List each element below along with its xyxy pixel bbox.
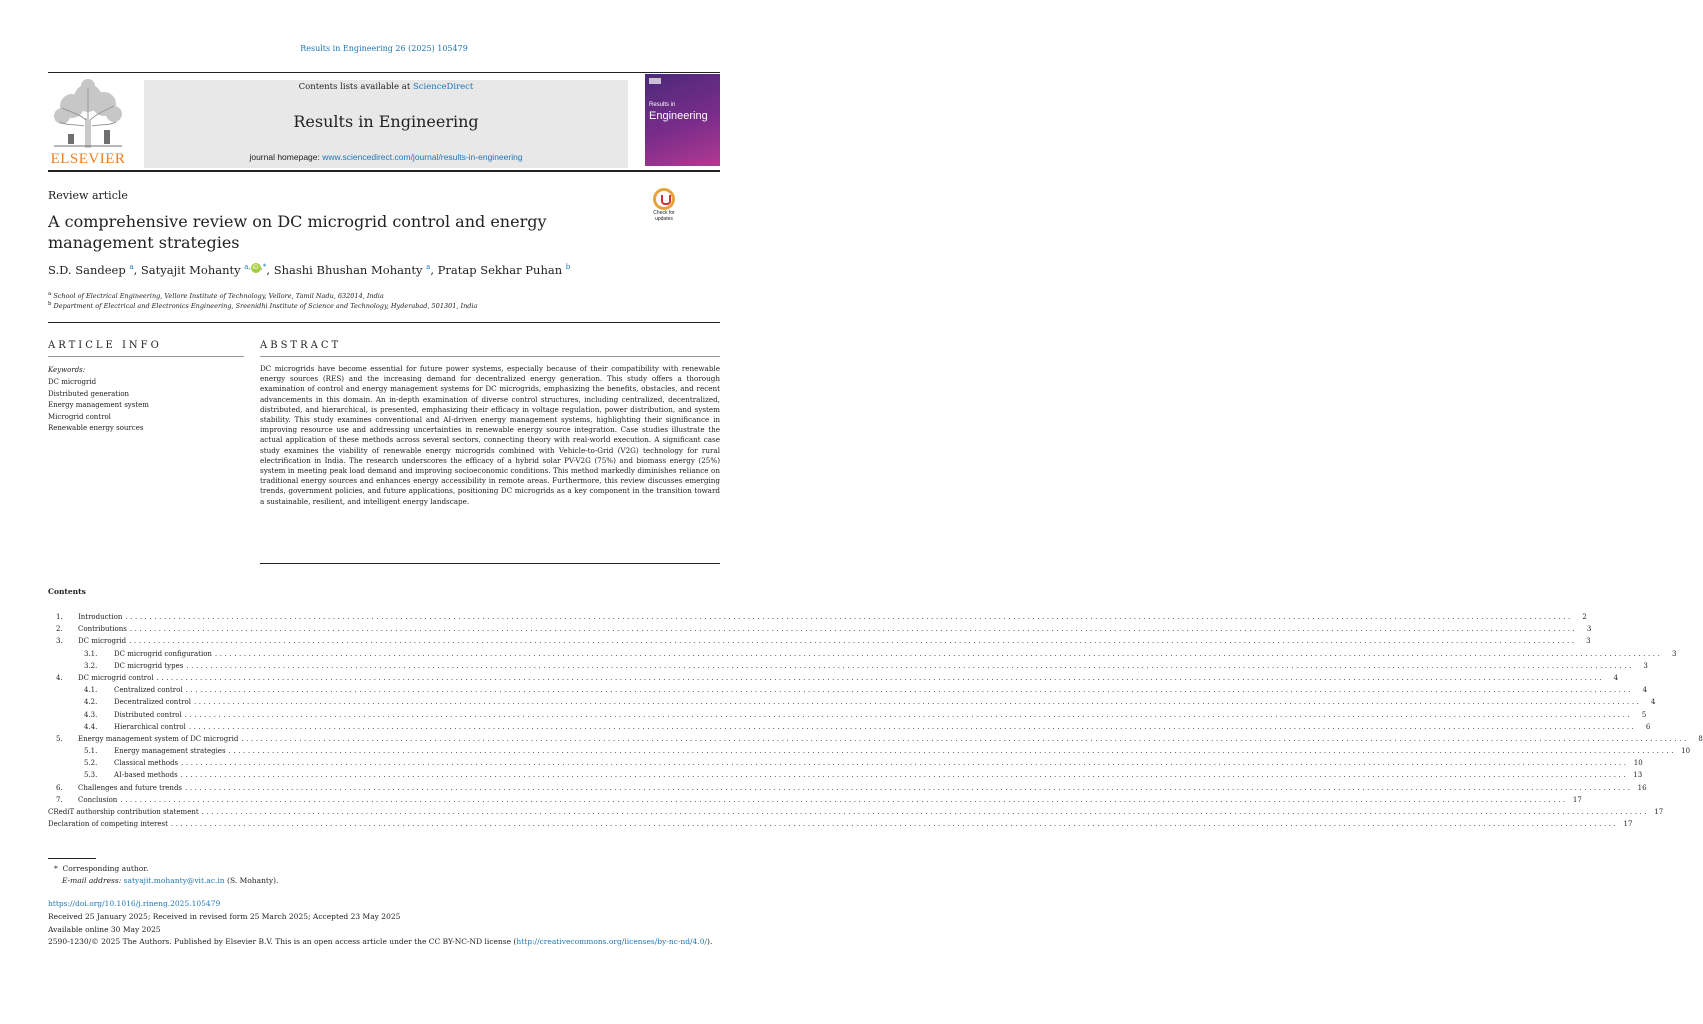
keyword: Distributed generation: [48, 389, 130, 398]
toc-title[interactable]: Classical methods: [114, 759, 179, 768]
abstract-end-rule: [260, 563, 720, 564]
journal-cover[interactable]: [645, 74, 720, 166]
affiliation: $^b$ Department of Electrical and Electronics Engineering, Sreenidhi Institute of Science and Technology, Hyderabad, 501301, India: [48, 301, 478, 311]
keyword: DC microgrid: [48, 378, 97, 386]
cover-logo-icon: [649, 78, 661, 84]
cover-line1: Results in: [649, 102, 676, 108]
toc-leader: ............................................................................................................................................................................................................................................................................................................: [120, 795, 1568, 804]
toc-entry[interactable]: [48, 635, 1591, 647]
toc-page[interactable]: 4: [1613, 673, 1619, 682]
toc-page[interactable]: 2: [1582, 613, 1587, 621]
toc-number: 5.1.: [84, 747, 98, 756]
toc-leader: ............................................................................................................................................................................................................................................................................................................: [188, 722, 1637, 731]
license-link[interactable]: http://creativecommons.org/licenses/by-nc-nd/4.0/: [516, 937, 708, 946]
keywords-list: [48, 377, 149, 435]
toc-page[interactable]: 3: [1671, 649, 1677, 658]
section-rule: [48, 322, 720, 323]
footnote-rule: [48, 858, 96, 859]
toc-leader: ............................................................................................................................................................................................................................................................................................................: [186, 661, 1634, 670]
table-of-contents: [48, 611, 1703, 830]
toc-number: 2.: [56, 625, 63, 634]
toc-number: 4.: [56, 673, 63, 682]
toc-number: 4.3.: [84, 710, 98, 719]
toc-leader: ............................................................................................................................................................................................................................................................................................................: [129, 625, 1578, 634]
toc-entry[interactable]: [48, 660, 1648, 672]
toc-leader: ............................................................................................................................................................................................................................................................................................................: [228, 747, 1677, 756]
footnote-corresponding: * Corresponding author.: [54, 864, 149, 873]
contents-available: Contents lists available at ScienceDirect: [298, 82, 474, 92]
toc-leader: ............................................................................................................................................................................................................................................................................................................: [241, 734, 1689, 743]
toc-page[interactable]: 3: [1643, 661, 1648, 670]
toc-entry[interactable]: [48, 696, 1656, 708]
toc-leader: ............................................................................................................................................................................................................................................................................................................: [125, 613, 1573, 621]
toc-entry[interactable]: [48, 611, 1587, 623]
toc-entry[interactable]: [48, 648, 1677, 660]
toc-title[interactable]: Conclusion: [78, 795, 118, 804]
toc-title[interactable]: Energy management system of DC microgrid: [78, 734, 239, 743]
toc-leader: ............................................................................................................................................................................................................................................................................................................: [184, 710, 1633, 719]
toc-page[interactable]: 4: [1651, 698, 1656, 707]
header-bottom-rule: [48, 170, 720, 172]
toc-number: 3.1.: [84, 649, 98, 658]
keyword: Microgrid control: [48, 412, 111, 421]
toc-leader: ............................................................................................................................................................................................................................................................................................................: [214, 649, 1663, 658]
affiliation: $^a$ School of Electrical Engineering, Vellore Institute of Technology, Vellore, Tamil Nadu, 632014, India: [48, 291, 384, 301]
toc-leader: ............................................................................................................................................................................................................................................................................................................: [170, 820, 1619, 829]
elsevier-wordmark: ELSEVIER: [50, 151, 126, 167]
toc-title[interactable]: Distributed control: [114, 710, 182, 719]
header-top-rule: [48, 72, 720, 73]
toc-title[interactable]: Declaration of competing interest: [48, 820, 168, 829]
toc-page[interactable]: 13: [1633, 771, 1643, 780]
elsevier-tree-icon: [48, 78, 128, 150]
journal-citation[interactable]: Results in Engineering 26 (2025) 105479: [300, 44, 468, 53]
toc-page[interactable]: 3: [1586, 625, 1592, 634]
journal-homepage: journal homepage: www.sciencedirect.com/journal/results-in-engineering: [249, 152, 523, 162]
toc-title[interactable]: AI-based methods: [114, 771, 178, 780]
toc-leader: ............................................................................................................................................................................................................................................................................................................: [185, 783, 1633, 792]
keyword: Renewable energy sources: [48, 424, 144, 432]
toc-entry[interactable]: [48, 709, 1647, 721]
toc-entry[interactable]: [48, 769, 1643, 781]
toc-page[interactable]: 5: [1641, 710, 1647, 719]
article-title: A comprehensive review on DC microgrid control and energy management strategies: [48, 212, 547, 252]
toc-leader: ............................................................................................................................................................................................................................................................................................................: [193, 698, 1642, 707]
toc-number: 5.3.: [84, 771, 98, 780]
toc-leader: ............................................................................................................................................................................................................................................................................................................: [129, 637, 1577, 646]
toc-number: 7.: [56, 795, 63, 804]
toc-title[interactable]: Energy management strategies: [114, 747, 226, 756]
sciencedirect-link[interactable]: ScienceDirect: [412, 82, 474, 92]
toc-title[interactable]: DC microgrid control: [78, 673, 154, 682]
toc-number: 6.: [56, 783, 63, 792]
toc-number: 4.1.: [84, 686, 98, 695]
toc-page[interactable]: 17: [1623, 820, 1633, 829]
orcid-icon[interactable]: iD: [251, 263, 261, 273]
toc-title[interactable]: Contributions: [78, 625, 127, 634]
toc-entry[interactable]: [48, 818, 1633, 830]
toc-number: 5.2.: [84, 759, 98, 768]
toc-entry[interactable]: [48, 672, 1619, 684]
footnote-email: E-mail address: satyajit.mohanty@vit.ac.in (S. Mohanty).: [62, 876, 279, 885]
toc-leader: ............................................................................................................................................................................................................................................................................................................: [201, 808, 1650, 816]
toc-entry[interactable]: [48, 794, 1582, 806]
author-name[interactable]: Satyajit Mohanty: [140, 263, 241, 277]
toc-entry[interactable]: [48, 733, 1703, 745]
keywords-label: Keywords:: [48, 366, 86, 374]
toc-page[interactable]: 3: [1586, 637, 1591, 646]
abstract-heading: ABSTRACT: [260, 340, 342, 351]
journal-banner: [144, 80, 628, 168]
cover-line2: Engineering: [649, 110, 708, 122]
toc-number: 3.2.: [84, 661, 98, 670]
author-list: S.D. Sandeep $^a$, Satyajit Mohanty $^{a,}$ iD ,*, Shashi Bhushan Mohanty $^a$, Pratap Sekhar Puhan $^b$: [48, 263, 571, 277]
toc-entry[interactable]: [48, 623, 1592, 635]
toc-number: 4.2.: [84, 698, 98, 707]
toc-page[interactable]: 17: [1654, 808, 1664, 816]
toc-page[interactable]: 10: [1681, 747, 1691, 756]
journal-title: Results in Engineering: [293, 112, 479, 131]
keyword: Energy management system: [48, 401, 149, 409]
toc-title[interactable]: DC microgrid types: [114, 661, 184, 670]
article-type: Review article: [48, 189, 128, 202]
toc-leader: ............................................................................................................................................................................................................................................................................................................: [156, 673, 1605, 682]
toc-entry[interactable]: [48, 782, 1647, 794]
author-name[interactable]: Shashi Bhushan Mohanty: [273, 263, 423, 277]
toc-entry[interactable]: [48, 757, 1643, 769]
toc-title[interactable]: Challenges and future trends: [78, 783, 183, 792]
toc-title[interactable]: Hierarchical control: [114, 722, 186, 731]
email-link[interactable]: satyajit.mohanty@vit.ac.in: [123, 876, 225, 885]
toc-title[interactable]: CRediT authorship contribution statement: [48, 808, 199, 816]
article-info-rule: [48, 356, 244, 357]
toc-entry[interactable]: [48, 721, 1651, 733]
doi-link[interactable]: https://doi.org/10.1016/j.rineng.2025.105479: [48, 899, 221, 908]
toc-entry[interactable]: [48, 745, 1691, 757]
article-info-heading: ARTICLE INFO: [48, 340, 162, 351]
toc-title[interactable]: DC microgrid configuration: [114, 649, 212, 658]
toc-entry[interactable]: [48, 684, 1648, 696]
received-dates: Received 25 January 2025; Received in revised form 25 March 2025; Accepted 23 May 2025: [48, 912, 401, 921]
toc-number: 4.4.: [84, 722, 98, 731]
toc-leader: ............................................................................................................................................................................................................................................................................................................: [185, 686, 1634, 695]
toc-number: 5.: [56, 734, 63, 743]
toc-number: 1.: [56, 613, 63, 621]
toc-page[interactable]: 16: [1637, 783, 1647, 792]
toc-number: 3.: [56, 637, 63, 646]
elsevier-logo: [48, 78, 128, 168]
toc-page[interactable]: 4: [1642, 686, 1648, 695]
author-name[interactable]: Pratap Sekhar Puhan: [437, 263, 563, 277]
abstract-text: DC microgrids have become essential for future power systems, especially because of their compatibility with renewable energy sources (RES) and the increasing demand for decentralized energy generation. This study offers a thorough examination of control and energy management systems for DC microgrids, emphasizing the benefits, obstacles, and recent advancements in this domain. An in-depth examination of diverse control structures, including centralized, decentralized, distributed, and hierarchical, is presented, emphasizing their efficacy in voltage regulation, power distribution, and system stability. This study examines conventional and AI-driven energy management systems, highlighting their significance in improving resource use and addressing uncertainties in renewable energy source integration. Case studies illustrate the actual application of these methods across several sectors, connecting theory with real-world execution. A significant case study examines the viability of renewable energy microgrids combined with Vehicle-to-Grid (V2G) technology for rural electrification in India. The research underscores the efficacy of a hybrid solar PV-V2G (75%) and biomass energy (25%) system in meeting peak load demand and improving socioeconomic conditions. This method markedly diminishes reliance on traditional energy sources and enhances energy accessibility in remote areas. Furthermore, this review discusses emerging trends, government policies, and future applications, positioning DC microgrids as a key component in the transition toward a sustainable, resilient, and intelligent energy landscape.: [260, 364, 720, 506]
toc-title[interactable]: Introduction: [78, 613, 123, 621]
toc-leader: ............................................................................................................................................................................................................................................................................................................: [180, 771, 1629, 780]
check-for-updates-button[interactable]: Check for updates: [648, 188, 680, 228]
contents-heading: Contents: [48, 587, 86, 596]
abstract-rule: [260, 356, 720, 357]
toc-title[interactable]: DC microgrid: [78, 637, 127, 646]
toc-title[interactable]: Centralized control: [114, 686, 183, 695]
toc-page[interactable]: 17: [1572, 795, 1582, 804]
toc-entry[interactable]: [48, 806, 1664, 818]
author-name[interactable]: S.D. Sandeep: [48, 263, 126, 277]
toc-page[interactable]: 6: [1645, 722, 1651, 731]
toc-page[interactable]: 10: [1633, 759, 1643, 768]
license-statement: 2590-1230/© 2025 The Authors. Published by Elsevier B.V. This is an open access article under the CC BY-NC-ND license (http://creativecommons.org/licenses/by-nc-nd/4.0/).: [48, 937, 713, 946]
available-online: Available online 30 May 2025: [48, 925, 161, 934]
toc-page[interactable]: 8: [1698, 734, 1703, 743]
journal-homepage-link[interactable]: www.sciencedirect.com/journal/results-in-engineering: [322, 152, 523, 162]
check-updates-icon: [653, 188, 675, 210]
toc-leader: ............................................................................................................................................................................................................................................................................................................: [181, 759, 1629, 768]
toc-title[interactable]: Decentralized control: [114, 698, 191, 707]
